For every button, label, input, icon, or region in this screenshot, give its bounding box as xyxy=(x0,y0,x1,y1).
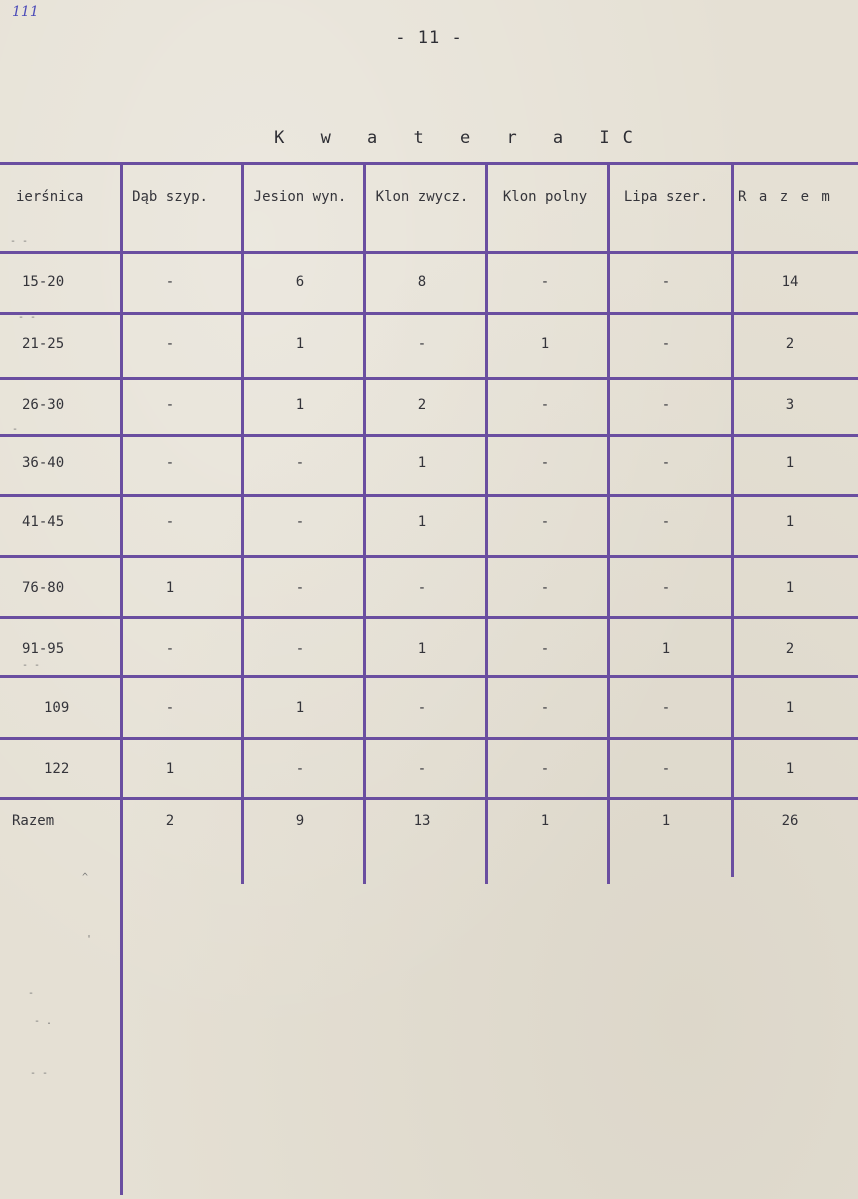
table-cell: 1 xyxy=(785,455,795,471)
table-cell: - xyxy=(165,641,175,657)
table-cell: - xyxy=(417,336,427,352)
table-cell: - xyxy=(295,580,305,596)
table-cell: 1 xyxy=(785,761,795,777)
table-cell: - xyxy=(661,274,671,290)
row-label: 41-45 xyxy=(22,514,65,530)
table-cell: 1 xyxy=(295,700,305,716)
table-cell: - xyxy=(417,761,427,777)
column-header: Lipa szer. xyxy=(623,189,709,205)
table-cell: - xyxy=(540,641,550,657)
table-cell: 1 xyxy=(785,700,795,716)
table-cell: - xyxy=(165,274,175,290)
page-title: K w a t e r a IC xyxy=(274,128,646,148)
table-cell: 3 xyxy=(785,397,795,413)
table-cell: - xyxy=(165,397,175,413)
document-page: 111 - 11 - K w a t e r a IC ierśnica Dąb szyp. Jesion wyn. Klon zwycz. Klon polny Lipa szer. R a z e m 15-20 - 6 8 - - 14 21-25 - 1 - 1 - 2 26-30 - 1 2 - - 3 36-40 - - 1 - - 1 41-45 - - 1 - - 1 76-80 1 - - - - 1 91-95 - - 1 - 1 2 109 - 1 - - - 1 122 1 - - - - 1 Razem 2 9 13 1 1 26 - - - - - - - ^ ' - . - - - xyxy=(0,0,858,1199)
row-divider xyxy=(0,251,858,254)
corner-mark: 111 xyxy=(12,4,39,20)
table-cell: 6 xyxy=(295,274,305,290)
table-cell: - xyxy=(165,514,175,530)
row-label: 109 xyxy=(44,700,70,716)
total-cell: 1 xyxy=(540,813,550,829)
total-cell: 2 xyxy=(165,813,175,829)
total-cell: 13 xyxy=(413,813,431,829)
table-cell: - xyxy=(540,455,550,471)
table-cell: - xyxy=(661,580,671,596)
table-cell: 14 xyxy=(781,274,799,290)
row-label: 76-80 xyxy=(22,580,65,596)
table-cell: - xyxy=(165,455,175,471)
column-header: Jesion wyn. xyxy=(253,189,347,205)
table-cell: - xyxy=(661,397,671,413)
table-cell: 1 xyxy=(295,397,305,413)
table-cell: 1 xyxy=(417,514,427,530)
table-cell: - xyxy=(417,700,427,716)
table-cell: 2 xyxy=(785,641,795,657)
table-cell: 1 xyxy=(295,336,305,352)
column-header: Klon zwycz. xyxy=(375,189,469,205)
table-cell: - xyxy=(540,700,550,716)
table-cell: 1 xyxy=(785,580,795,596)
row-divider xyxy=(0,616,858,619)
row-divider xyxy=(0,162,858,165)
table-cell: 1 xyxy=(785,514,795,530)
table-cell: - xyxy=(540,274,550,290)
total-cell: 1 xyxy=(661,813,671,829)
row-divider xyxy=(0,377,858,380)
table-cell: - xyxy=(165,700,175,716)
row-divider xyxy=(0,737,858,740)
total-cell: 9 xyxy=(295,813,305,829)
table-cell: - xyxy=(295,641,305,657)
table-cell: 1 xyxy=(661,641,671,657)
table-cell: 1 xyxy=(540,336,550,352)
total-cell: 26 xyxy=(781,813,799,829)
table-cell: - xyxy=(661,761,671,777)
table-cell: - xyxy=(661,700,671,716)
row-label: 21-25 xyxy=(22,336,65,352)
row-divider xyxy=(0,434,858,437)
total-label: Razem xyxy=(12,813,55,829)
row-label: 91-95 xyxy=(22,641,65,657)
table-cell: 2 xyxy=(417,397,427,413)
row-label: 15-20 xyxy=(22,274,65,290)
table-cell: - xyxy=(540,580,550,596)
table-cell: - xyxy=(540,514,550,530)
table-cell: 1 xyxy=(165,761,175,777)
table-cell: 1 xyxy=(165,580,175,596)
page-number: - 11 - xyxy=(395,28,463,48)
table-cell: - xyxy=(540,761,550,777)
table-cell: 2 xyxy=(785,336,795,352)
table-cell: 8 xyxy=(417,274,427,290)
column-divider xyxy=(120,162,123,1195)
table-cell: - xyxy=(165,336,175,352)
table-cell: - xyxy=(661,336,671,352)
row-divider xyxy=(0,312,858,315)
table-cell: - xyxy=(295,514,305,530)
row-label: 26-30 xyxy=(22,397,65,413)
table-cell: - xyxy=(661,455,671,471)
row-divider xyxy=(0,797,858,800)
table-cell: - xyxy=(540,397,550,413)
column-header: Dąb szyp. xyxy=(132,189,208,205)
table-cell: - xyxy=(661,514,671,530)
table-cell: - xyxy=(417,580,427,596)
table-cell: - xyxy=(295,455,305,471)
column-header: ierśnica xyxy=(16,189,84,205)
table-cell: - xyxy=(295,761,305,777)
column-header: Klon polny xyxy=(502,189,588,205)
row-divider xyxy=(0,675,858,678)
row-label: 122 xyxy=(44,761,70,777)
row-divider xyxy=(0,494,858,497)
row-divider xyxy=(0,555,858,558)
table-cell: 1 xyxy=(417,455,427,471)
row-label: 36-40 xyxy=(22,455,65,471)
column-header: R a z e m xyxy=(738,189,832,205)
table-cell: 1 xyxy=(417,641,427,657)
